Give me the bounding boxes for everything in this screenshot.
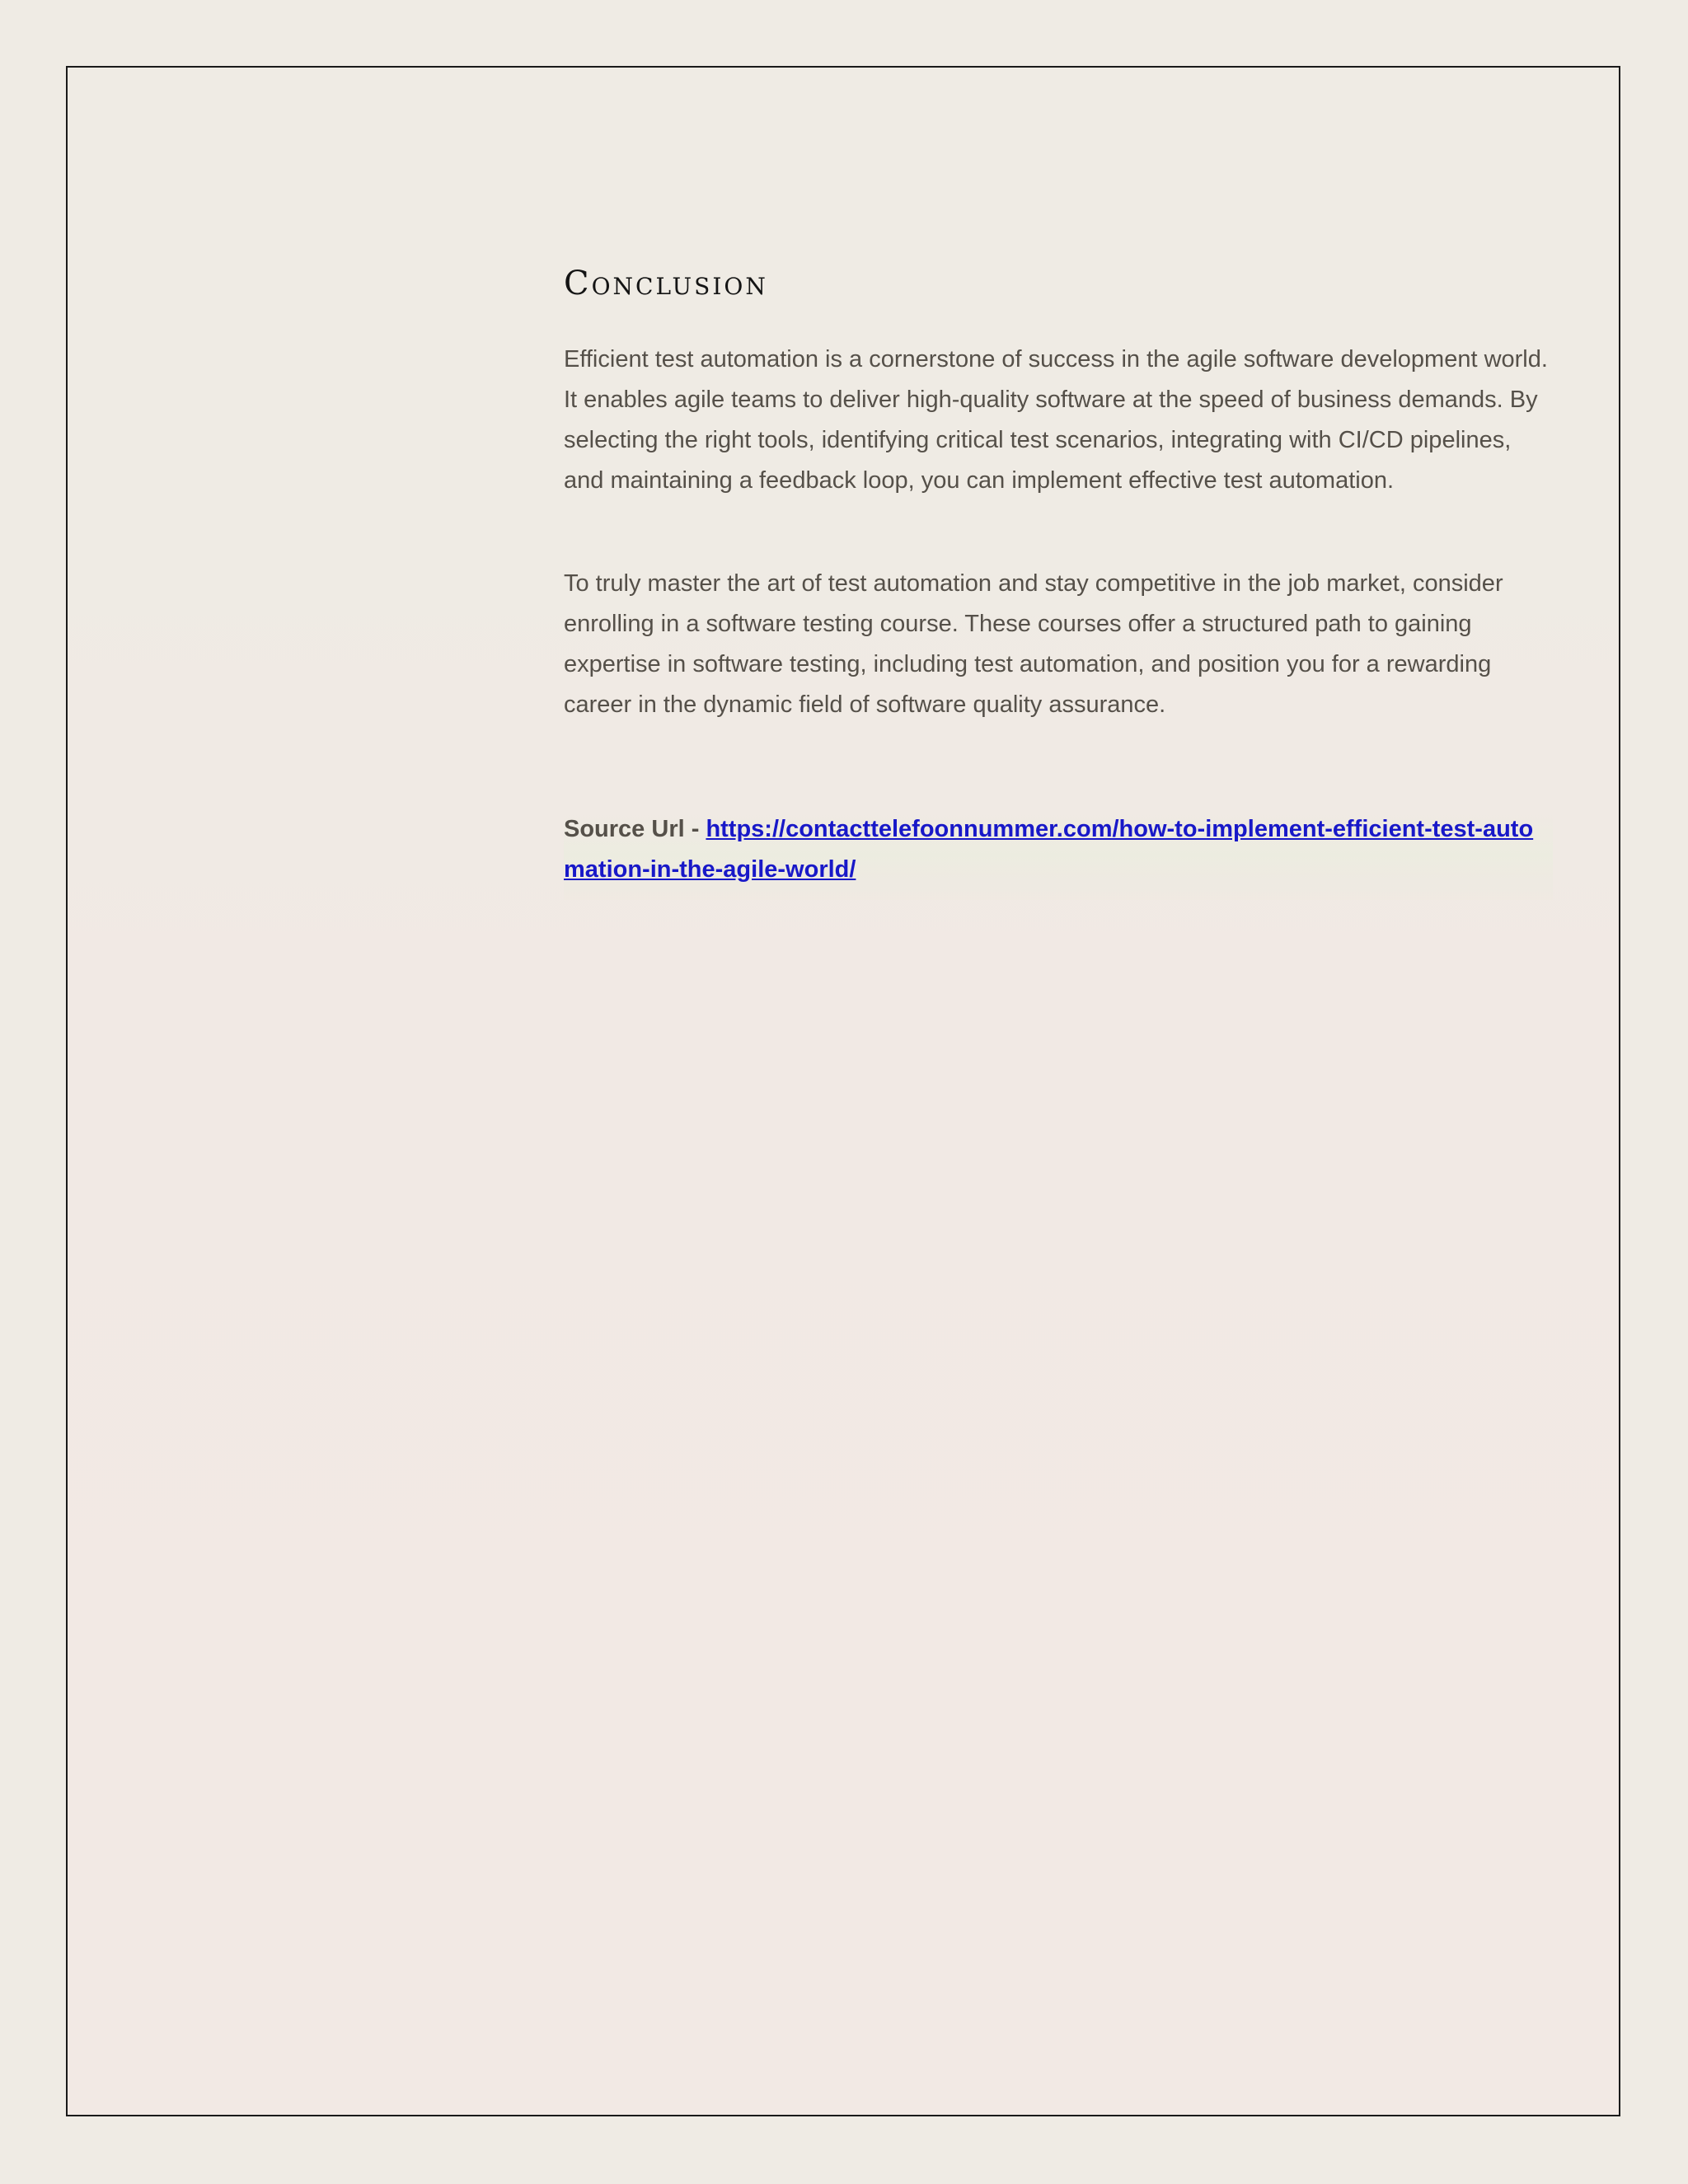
section-heading: Conclusion [564, 265, 768, 302]
paragraph-conclusion: Efficient test automation is a cornerstone of success in the agile software development world. It enables agile teams to deliver high-quality software at the speed of business demands. By selecting the right tools, identifying critical test scenarios, integrating with CI/CD pipelines, and maintaining a feedback loop, you can implement effective test automation. [564, 346, 1548, 494]
paragraph-course: To truly master the art of test automation and stay competitive in the job market, consider enrolling in a software testing course. These courses offer a structured path to gaining expertise in software testing, including test automation, and position you for a rewarding career in the dynamic field of software quality assurance. [564, 570, 1503, 718]
page-frame [66, 66, 1620, 2116]
document-content [564, 264, 1553, 900]
source-url-line [564, 809, 1553, 900]
source-url-link[interactable]: https://contacttelefoonnummer.com/how-to-implement-efficient-test-automation-in-the-agile-world/ [564, 816, 1534, 883]
source-url-label: Source Url - [564, 816, 706, 842]
